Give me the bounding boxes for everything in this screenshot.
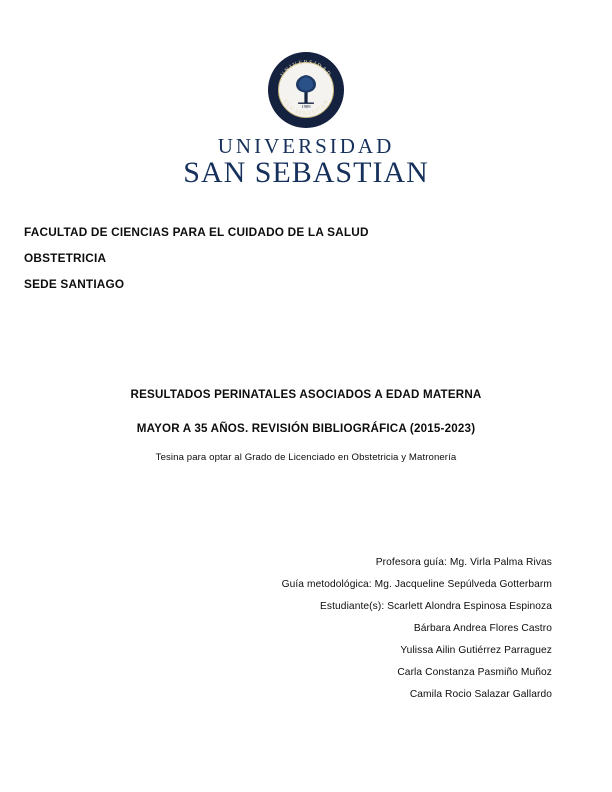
svg-text:SAN SEBASTIAN: SAN SEBASTIAN [281,98,331,118]
university-crest-icon [268,52,344,128]
document-title [0,378,612,446]
credit-line-student-2: Bárbara Andrea Flores Castro [413,623,552,634]
wordmark-line-2: SAN SEBASTIAN [183,156,429,189]
svg-text:UNIVERSIDAD: UNIVERSIDAD [280,59,332,79]
credits-block [0,552,612,706]
credit-line-student-1: Estudiante(s): Scarlett Alondra Espinosa Espinoza [320,601,552,612]
university-wordmark [183,136,429,188]
credit-line-student-4: Carla Constanza Pasmiño Muñoz [397,667,552,678]
credit-line-methodology-advisor: Guía metodológica: Mg. Jacqueline Sepúlveda Gotterbarm [281,579,552,590]
faculty-block [24,219,584,297]
crest-ring-text [268,52,344,128]
faculty-line-1: FACULTAD DE CIENCIAS PARA EL CUIDADO DE LA SALUD [24,225,369,239]
svg-text:1989: 1989 [301,104,311,109]
credit-line-student-5: Camila Rocio Salazar Gallardo [409,689,552,700]
wordmark-line-1: UNIVERSIDAD [217,134,395,158]
title-line-2: MAYOR A 35 AÑOS. REVISIÓN BIBLIOGRÁFICA (2015-2023) [136,422,476,435]
faculty-line-3: SEDE SANTIAGO [24,277,125,291]
faculty-line-2: OBSTETRICIA [24,251,107,265]
credit-line-student-3: Yulissa Ailin Gutiérrez Parraguez [400,645,552,656]
credit-line-advisor: Profesora guía: Mg. Virla Palma Rivas [375,557,552,568]
document-subtitle: Tesina para optar al Grado de Licenciado en Obstetricia y Matronería [155,452,457,463]
title-line-1: RESULTADOS PERINATALES ASOCIADOS A EDAD MATERNA [130,388,482,401]
university-logo [0,52,612,188]
